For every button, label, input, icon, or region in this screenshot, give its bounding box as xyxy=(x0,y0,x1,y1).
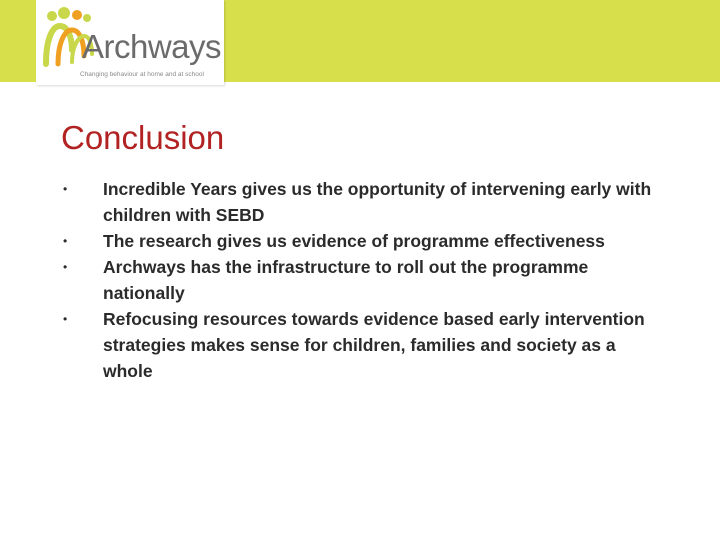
bullet-marker: • xyxy=(63,234,68,248)
bullet-text: Refocusing resources towards evidence based early intervention strategies makes sense for children, families and society as a whole xyxy=(103,309,645,381)
bullet-text: The research gives us evidence of programme effectiveness xyxy=(103,231,605,251)
bullet-marker: • xyxy=(63,182,68,196)
bullet-item xyxy=(55,306,665,384)
logo-wordmark: Archways xyxy=(82,28,222,65)
bullet-item xyxy=(55,228,665,254)
bullet-marker: • xyxy=(63,312,68,326)
bullet-text: Archways has the infrastructure to roll out the programme nationally xyxy=(103,257,589,303)
logo-tagline: Changing behaviour at home and at school xyxy=(80,71,204,78)
bullet-text: Incredible Years gives us the opportunity of intervening early with children with SEBD xyxy=(103,179,652,225)
slide-title: Conclusion xyxy=(61,119,225,156)
bullet-item xyxy=(55,176,665,228)
bullet-marker: • xyxy=(63,260,68,274)
archways-logo xyxy=(36,0,224,85)
bullet-list xyxy=(55,176,665,384)
bullet-item xyxy=(55,254,665,306)
